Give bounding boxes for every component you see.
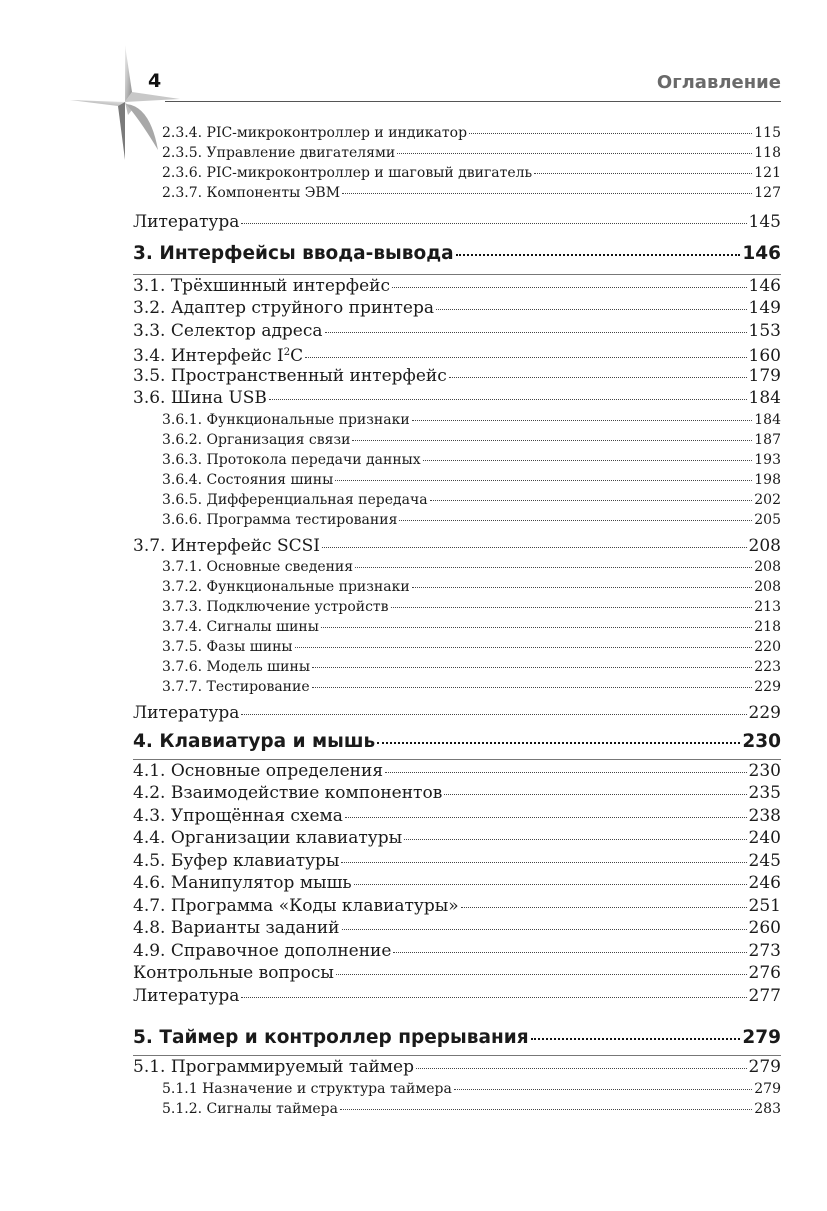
toc-entry-title: 4.7. Программа «Коды клавиатуры»: [133, 895, 459, 916]
toc-entry-page: 208: [754, 579, 781, 595]
toc-entry-page: 240: [748, 828, 781, 848]
toc-entry-title: Литература: [133, 212, 240, 232]
toc-entry-title: 3.3. Селектор адреса: [133, 320, 323, 341]
toc-entry-3-6-2[interactable]: [133, 430, 781, 450]
toc-entry-page: 220: [754, 639, 781, 655]
toc-entry-4-4[interactable]: [133, 827, 781, 850]
toc-entry-page: 229: [754, 679, 781, 695]
toc-entry-page: 277: [748, 985, 781, 1006]
toc-entry-title: 3.6.4. Состояния шины: [162, 471, 334, 488]
dot-leader: [342, 193, 752, 194]
toc-entry-3-7-4[interactable]: [133, 617, 781, 637]
toc-entry-page: 213: [754, 599, 781, 615]
dot-leader: [305, 357, 746, 358]
toc-entry-review-questions[interactable]: [133, 962, 781, 985]
toc-entry-title: 3.7. Интерфейс SCSI: [133, 535, 320, 556]
toc-entry-page: 127: [754, 185, 781, 201]
running-title: Оглавление: [656, 72, 781, 93]
toc-entry-page: 238: [748, 805, 781, 826]
dot-leader: [430, 500, 753, 501]
toc-entry-3-6-5[interactable]: [133, 490, 781, 510]
toc-entry-page: 179: [748, 365, 781, 386]
toc-entry-4-2[interactable]: [133, 782, 781, 805]
toc-entry-page: 218: [754, 619, 781, 635]
toc-entry-page: 146: [748, 275, 781, 296]
toc-entry-page: 260: [748, 918, 781, 938]
dot-leader: [449, 377, 747, 378]
toc-entry-page: 184: [754, 411, 781, 428]
toc-entry-title: Литература: [133, 985, 240, 1006]
dot-leader: [399, 520, 752, 521]
toc-entry-title: 3.7.7. Тестирование: [162, 679, 310, 695]
dot-leader: [312, 687, 753, 688]
dot-leader: [354, 884, 747, 885]
toc-entry-2-3-7[interactable]: [133, 183, 781, 203]
dot-leader: [269, 399, 747, 400]
dot-leader: [461, 907, 747, 908]
toc-entry-4-1[interactable]: [133, 760, 781, 783]
dot-leader: [377, 742, 740, 744]
toc-entry-title: 4.1. Основные определения: [133, 760, 384, 781]
toc-entry-3-3[interactable]: [133, 320, 781, 343]
dot-leader: [325, 332, 747, 333]
dot-leader: [352, 440, 752, 441]
toc-entry-2-3-4[interactable]: [133, 123, 781, 143]
toc-chapter-5[interactable]: [133, 1021, 781, 1055]
toc-entry-5-1-1[interactable]: [133, 1079, 781, 1099]
toc-chapter-title: 5. Таймер и контроллер прерывания: [133, 1027, 529, 1048]
dot-leader: [391, 607, 753, 608]
dot-leader: [436, 309, 747, 310]
toc-entry-title: 2.3.6. PIC-микроконтроллер и шаговый двигатель: [162, 165, 533, 181]
toc-entry-3-6-1[interactable]: [133, 410, 781, 430]
toc-entry-page: 251: [748, 895, 781, 916]
dot-leader: [341, 862, 746, 863]
toc-entry-page: 246: [748, 873, 781, 893]
dot-leader: [454, 1089, 752, 1090]
toc-entry-2-3-6[interactable]: [133, 163, 781, 183]
toc-entry-literature-4[interactable]: [133, 985, 781, 1008]
toc-entry-page: 118: [754, 145, 781, 161]
toc-entry-2-3-5[interactable]: [133, 143, 781, 163]
toc-chapter-page: 146: [742, 242, 781, 264]
toc-entry-title: 3.7.3. Подключение устройств: [162, 599, 389, 615]
dot-leader: [355, 567, 752, 568]
toc-entry-page: 208: [754, 559, 781, 575]
toc-entry-title: 3.7.1. Основные сведения: [162, 559, 354, 575]
toc-entry-title: Литература: [133, 703, 240, 723]
toc-entry-page: 193: [754, 451, 781, 468]
toc-entry-page: 208: [748, 535, 781, 556]
toc-chapter-page: 230: [742, 730, 781, 752]
toc-chapter-3[interactable]: [133, 234, 781, 274]
toc-entry-literature-3[interactable]: [133, 702, 781, 725]
dot-leader: [312, 667, 752, 668]
dot-leader: [412, 420, 753, 421]
toc-entry-4-6[interactable]: [133, 872, 781, 895]
toc-entry-page: 198: [754, 471, 781, 488]
toc-entry-page: 121: [754, 165, 781, 181]
toc-entry-4-7[interactable]: [133, 895, 781, 918]
toc-entry-title: 4.2. Взаимодействие компонентов: [133, 783, 443, 803]
dot-leader: [295, 647, 753, 648]
toc-entry-3-7-1[interactable]: [133, 557, 781, 577]
toc-entry-3-7-5[interactable]: [133, 637, 781, 657]
dot-leader: [469, 133, 752, 134]
toc-entry-3-7-7[interactable]: [133, 677, 781, 697]
dot-leader: [385, 772, 747, 773]
dot-leader: [342, 929, 747, 930]
toc-entry-page: 279: [754, 1080, 781, 1097]
toc-entry-3-7-2[interactable]: [133, 577, 781, 597]
toc-entry-3-7[interactable]: [133, 535, 781, 558]
toc-entry-title: 3.7.2. Функциональные признаки: [162, 579, 410, 595]
toc-entry-title: 3.2. Адаптер струйного принтера: [133, 298, 435, 318]
dot-leader: [336, 974, 747, 975]
toc-entry-page: 273: [748, 940, 781, 961]
toc-chapter-title: 3. Интерфейсы ввода-вывода: [133, 242, 454, 264]
dot-leader: [322, 547, 747, 548]
toc-entry-title: 3.6.5. Дифференциальная передача: [162, 491, 428, 508]
dot-leader: [393, 952, 746, 953]
toc-entry-page: 223: [754, 659, 781, 675]
toc-entry-page: 145: [748, 212, 781, 232]
toc-entry-title: 4.4. Организации клавиатуры: [133, 828, 403, 848]
toc-entry-3-7-6[interactable]: [133, 657, 781, 677]
toc-entry-4-3[interactable]: [133, 805, 781, 828]
dot-leader: [404, 839, 746, 840]
dot-leader: [241, 223, 746, 224]
toc-chapter-page: 279: [742, 1027, 781, 1048]
toc-entry-title: 4.3. Упрощённая схема: [133, 805, 343, 826]
dot-leader: [241, 714, 746, 715]
table-of-contents: [133, 123, 781, 1119]
toc-entry-title: 3.7.4. Сигналы шины: [162, 619, 319, 635]
toc-entry-5-1[interactable]: [133, 1056, 781, 1079]
toc-entry-title: 3.5. Пространственный интерфейс: [133, 365, 447, 386]
toc-entry-title: Контрольные вопросы: [133, 963, 334, 983]
toc-entry-title: 3.6. Шина USB: [133, 388, 267, 408]
toc-entry-page: 276: [748, 963, 781, 983]
toc-entry-title: 3.6.3. Протокола передачи данных: [162, 451, 421, 468]
toc-entry-title: 2.3.7. Компоненты ЭВМ: [162, 185, 341, 201]
dot-leader: [534, 173, 752, 174]
dot-leader: [423, 460, 753, 461]
page-number: 4: [148, 70, 162, 92]
toc-entry-page: 202: [754, 491, 781, 508]
dot-leader: [412, 587, 753, 588]
toc-entry-title: 4.9. Справочное дополнение: [133, 940, 392, 961]
toc-entry-literature-2[interactable]: [133, 211, 781, 234]
toc-entry-page: 115: [754, 125, 781, 141]
toc-entry-page: 245: [748, 850, 781, 871]
toc-entry-3-5[interactable]: [133, 365, 781, 388]
header-rule: [165, 101, 781, 102]
toc-entry-3-6-3[interactable]: [133, 450, 781, 470]
toc-entry-4-8[interactable]: [133, 917, 781, 940]
toc-chapter-title: 4. Клавиатура и мышь: [133, 730, 376, 752]
toc-entry-title: 3.6.1. Функциональные признаки: [162, 411, 410, 428]
toc-chapter-4[interactable]: [133, 725, 781, 759]
toc-entry-3-4[interactable]: [133, 342, 781, 365]
toc-entry-page: 230: [748, 760, 781, 781]
toc-entry-title: 3.4. Интерфейс $I^2C$: [133, 346, 304, 366]
toc-entry-title: 4.6. Манипулятор мышь: [133, 873, 352, 893]
toc-entry-3-6-6[interactable]: [133, 510, 781, 530]
toc-entry-page: 153: [748, 320, 781, 341]
toc-entry-page: 283: [754, 1100, 781, 1117]
dot-leader: [321, 627, 752, 628]
toc-entry-title: 4.5. Буфер клавиатуры: [133, 850, 340, 871]
dot-leader: [531, 1038, 741, 1040]
toc-entry-title: 5.1. Программируемый таймер: [133, 1057, 414, 1077]
dot-leader: [392, 287, 747, 288]
dot-leader: [335, 480, 752, 481]
toc-entry-title: 3.6.6. Программа тестирования: [162, 511, 398, 528]
toc-entry-page: 235: [748, 783, 781, 803]
toc-entry-title: 5.1.2. Сигналы таймера: [162, 1100, 338, 1117]
toc-entry-page: 149: [748, 298, 781, 318]
toc-entry-3-7-3[interactable]: [133, 597, 781, 617]
toc-entry-title: 4.8. Варианты заданий: [133, 918, 340, 938]
toc-entry-title: 2.3.4. PIC-микроконтроллер и индикатор: [162, 125, 468, 141]
toc-entry-page: 205: [754, 511, 781, 528]
dot-leader: [345, 817, 747, 818]
toc-entry-title: 3.7.6. Модель шины: [162, 659, 310, 675]
dot-leader: [241, 997, 746, 998]
dot-leader: [340, 1109, 752, 1110]
toc-entry-3-1[interactable]: [133, 275, 781, 298]
toc-entry-3-6[interactable]: [133, 387, 781, 410]
dot-leader: [416, 1068, 747, 1069]
toc-entry-page: 184: [748, 388, 781, 408]
toc-entry-4-9[interactable]: [133, 940, 781, 963]
toc-entry-page: 229: [748, 703, 781, 723]
toc-entry-title: 3.1. Трёхшинный интерфейс: [133, 275, 391, 296]
toc-entry-title: 3.6.2. Организация связи: [162, 431, 351, 448]
toc-entry-page: 160: [748, 346, 781, 366]
dot-leader: [397, 153, 752, 154]
toc-entry-3-2[interactable]: [133, 297, 781, 320]
dot-leader: [456, 254, 741, 256]
toc-entry-page: 187: [754, 431, 781, 448]
toc-entry-title: 2.3.5. Управление двигателями: [162, 145, 396, 161]
toc-entry-title: 3.7.5. Фазы шины: [162, 639, 293, 655]
toc-entry-5-1-2[interactable]: [133, 1099, 781, 1119]
dot-leader: [444, 794, 746, 795]
toc-entry-3-6-4[interactable]: [133, 470, 781, 490]
toc-entry-title: 5.1.1 Назначение и структура таймера: [162, 1080, 452, 1097]
toc-entry-page: 279: [748, 1057, 781, 1077]
toc-entry-4-5[interactable]: [133, 850, 781, 873]
